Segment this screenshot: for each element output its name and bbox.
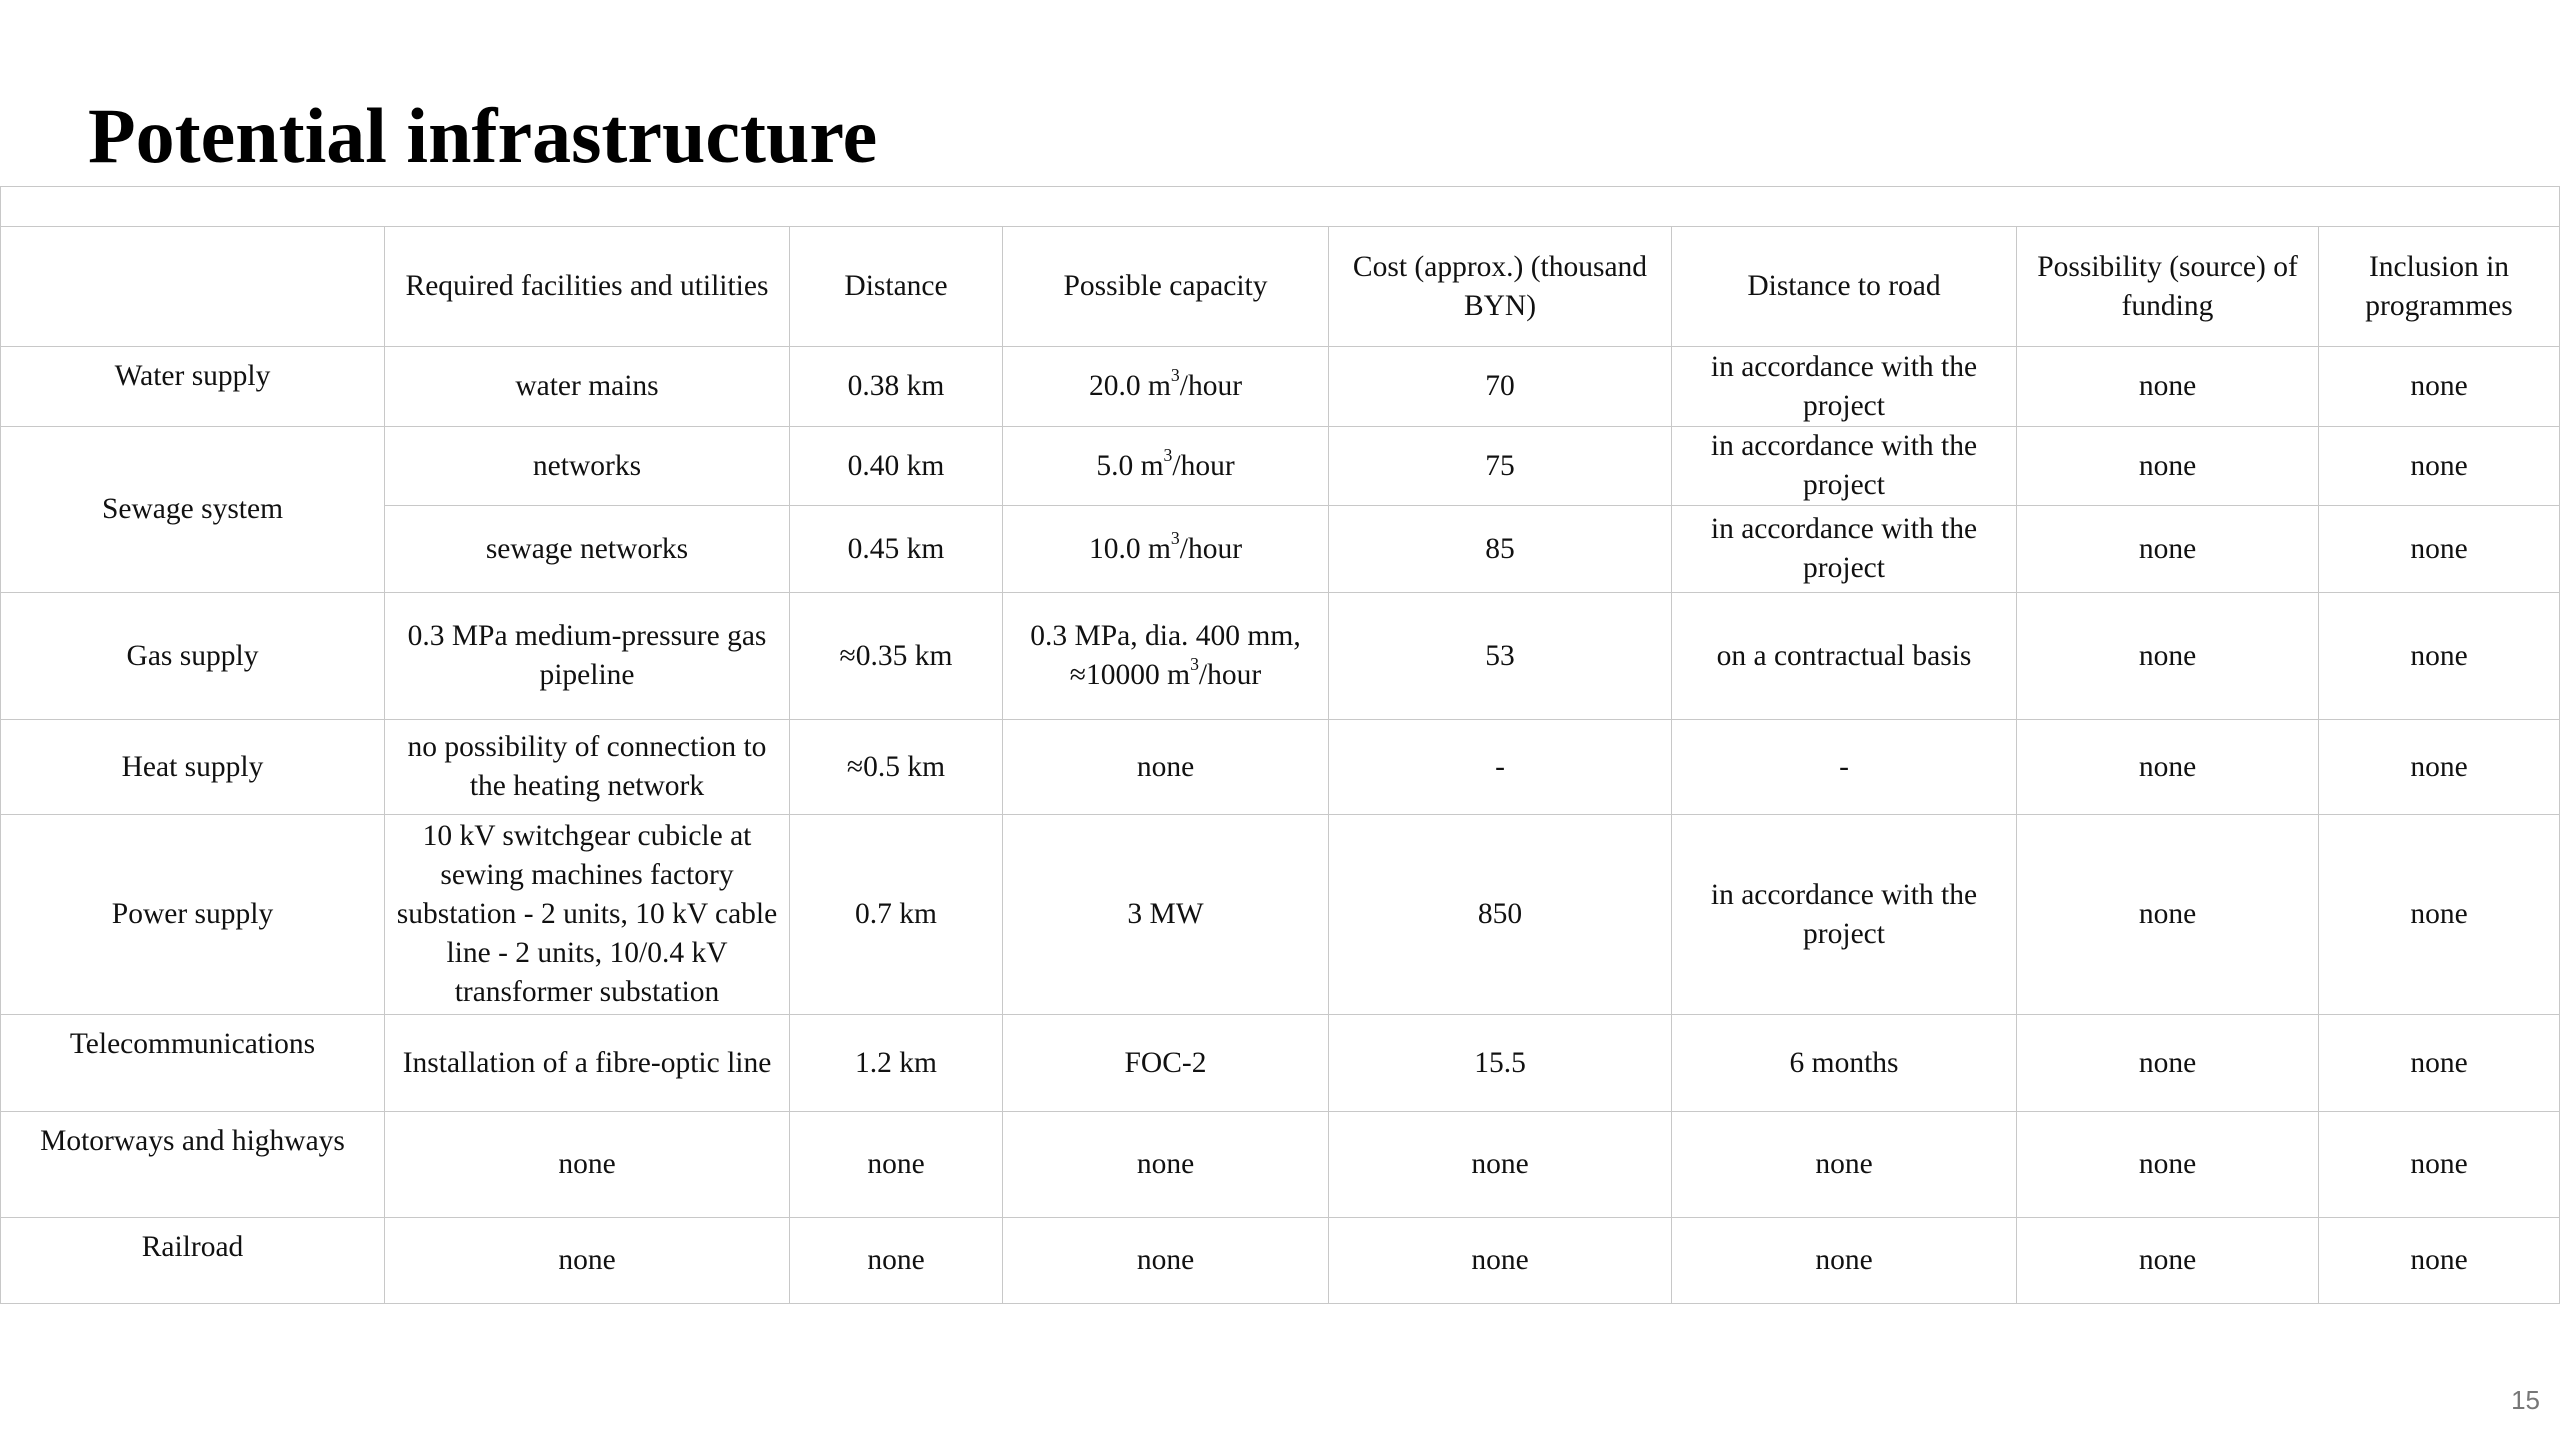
table-row-sewage-networks [1, 427, 2560, 506]
category-cell: Gas supply [1, 593, 385, 720]
programmes-cell: none [2319, 427, 2560, 506]
required-cell: 10 kV switchgear cubicle at sewing machines factory substation - 2 units, 10 kV cable line - 2 units, 10/0.4 kV transformer substation [385, 815, 790, 1015]
capacity-value: 20.0 m [1088, 370, 1171, 402]
funding-cell: none [2017, 720, 2319, 815]
table-row-railroad [1, 1218, 2560, 1304]
programmes-cell: none [2319, 720, 2560, 815]
programmes-cell: none [2319, 347, 2560, 427]
road-cell: - [1672, 720, 2017, 815]
category-cell: Sewage system [1, 427, 385, 593]
category-cell: Power supply [1, 815, 385, 1015]
capacity-cell: 3 MW [1003, 815, 1329, 1015]
programmes-cell: none [2319, 815, 2560, 1015]
required-cell: Installation of a fibre-optic line [385, 1015, 790, 1112]
spacer-cell [1, 187, 2560, 227]
road-cell: 6 months [1672, 1015, 2017, 1112]
funding-cell: none [2017, 593, 2319, 720]
capacity-value: 10.0 m [1088, 532, 1171, 565]
header-programmes: Inclusion in programmes [2319, 227, 2560, 347]
distance-cell: 0.38 km [790, 347, 1003, 427]
category-cell: Telecommunications [1, 1015, 385, 1112]
distance-cell: ≈0.5 km [790, 720, 1003, 815]
category-cell: Motorways and highways [1, 1112, 385, 1218]
capacity-cell [1003, 347, 1329, 427]
required-cell: sewage networks [385, 506, 790, 593]
category-cell: Water supply [1, 347, 385, 427]
header-required: Required facilities and utilities [385, 227, 790, 347]
distance-cell: ≈0.35 km [790, 593, 1003, 720]
page-number: 15 [2511, 1385, 2540, 1415]
required-cell: networks [385, 427, 790, 506]
table-row-heat-supply [1, 720, 2560, 815]
infrastructure-table [0, 186, 2560, 1304]
capacity-unit: /hour [1179, 532, 1243, 565]
capacity-unit-sup: 3 [1163, 444, 1173, 465]
header-cost: Cost (approx.) (thousand BYN) [1329, 227, 1672, 347]
funding-cell: none [2017, 1015, 2319, 1112]
required-cell: water mains [385, 347, 790, 427]
header-road: Distance to road [1672, 227, 2017, 347]
cost-cell: 70 [1329, 347, 1672, 427]
distance-cell: 1.2 km [790, 1015, 1003, 1112]
road-cell: in accordance with the project [1672, 815, 2017, 1015]
table-row-sewage-networks-2 [1, 506, 2560, 593]
table-row-telecommunications [1, 1015, 2560, 1112]
page-title: Potential infrastructure [88, 92, 878, 179]
distance-cell: none [790, 1112, 1003, 1218]
header-capacity: Possible capacity [1003, 227, 1329, 347]
capacity-cell: none [1003, 1218, 1329, 1304]
table-row-power-supply [1, 815, 2560, 1015]
cost-cell: 850 [1329, 815, 1672, 1015]
road-cell: none [1672, 1112, 2017, 1218]
capacity-unit: /hour [1179, 370, 1243, 402]
road-cell: in accordance with the project [1672, 427, 2017, 506]
capacity-cell [1003, 427, 1329, 506]
table-row-water-supply [1, 347, 2560, 427]
distance-cell: 0.45 km [790, 506, 1003, 593]
programmes-cell: none [2319, 506, 2560, 593]
cost-cell: none [1329, 1112, 1672, 1218]
funding-cell: none [2017, 1218, 2319, 1304]
capacity-cell: none [1003, 720, 1329, 815]
capacity-unit: /hour [1172, 449, 1235, 482]
cost-cell: 53 [1329, 593, 1672, 720]
category-cell: Railroad [1, 1218, 385, 1304]
category-cell: Heat supply [1, 720, 385, 815]
cost-cell: 85 [1329, 506, 1672, 593]
programmes-cell: none [2319, 593, 2560, 720]
table-row-motorways [1, 1112, 2560, 1218]
road-cell: in accordance with the project [1672, 506, 2017, 593]
capacity-unit-sup: 3 [1170, 527, 1180, 548]
table-row-gas-supply [1, 593, 2560, 720]
table-header-row [1, 227, 2560, 347]
capacity-line-1: 0.3 MPa, dia. 400 mm, [1030, 620, 1301, 652]
road-cell: in accordance with the project [1672, 347, 2017, 427]
programmes-cell: none [2319, 1218, 2560, 1304]
cost-cell: none [1329, 1218, 1672, 1304]
capacity-cell [1003, 593, 1329, 720]
programmes-cell: none [2319, 1112, 2560, 1218]
header-facility [1, 227, 385, 347]
required-cell: 0.3 MPa medium-pressure gas pipeline [385, 593, 790, 720]
capacity-cell: FOC-2 [1003, 1015, 1329, 1112]
distance-cell: none [790, 1218, 1003, 1304]
capacity-unit-sup: 3 [1190, 653, 1199, 674]
road-cell: none [1672, 1218, 2017, 1304]
capacity-unit: /hour [1198, 659, 1262, 691]
funding-cell: none [2017, 506, 2319, 593]
distance-cell: 0.40 km [790, 427, 1003, 506]
required-cell: no possibility of connection to the heating network [385, 720, 790, 815]
table-spacer-row [1, 187, 2560, 227]
header-distance: Distance [790, 227, 1003, 347]
capacity-value: 5.0 m [1096, 449, 1164, 482]
funding-cell: none [2017, 427, 2319, 506]
funding-cell: none [2017, 347, 2319, 427]
header-funding: Possibility (source) of funding [2017, 227, 2319, 347]
programmes-cell: none [2319, 1015, 2560, 1112]
required-cell: none [385, 1218, 790, 1304]
capacity-unit-sup: 3 [1170, 364, 1180, 385]
capacity-cell: none [1003, 1112, 1329, 1218]
capacity-cell [1003, 506, 1329, 593]
cost-cell: 75 [1329, 427, 1672, 506]
funding-cell: none [2017, 1112, 2319, 1218]
distance-cell: 0.7 km [790, 815, 1003, 1015]
cost-cell: - [1329, 720, 1672, 815]
capacity-value: ≈10000 m [1069, 659, 1191, 691]
cost-cell: 15.5 [1329, 1015, 1672, 1112]
required-cell: none [385, 1112, 790, 1218]
road-cell: on a contractual basis [1672, 593, 2017, 720]
funding-cell: none [2017, 815, 2319, 1015]
